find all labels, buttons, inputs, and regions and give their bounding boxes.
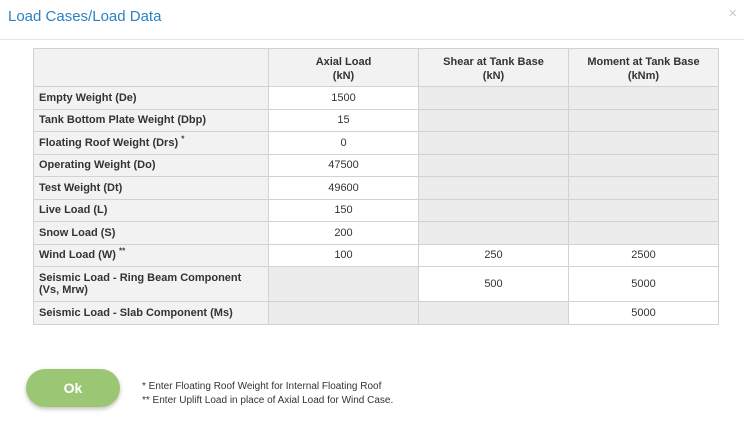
dialog-header — [0, 0, 744, 40]
moment-cell-disabled — [569, 87, 719, 110]
footnotes — [142, 380, 393, 408]
header-axial-load: Axial Load (kN) — [269, 49, 419, 87]
row-label — [34, 244, 269, 267]
axial-value-input[interactable]: 0 — [269, 132, 419, 155]
row-label-text: Empty Weight (De) — [39, 91, 137, 104]
shear-cell-disabled — [419, 109, 569, 132]
row-label — [34, 132, 269, 155]
table-row — [34, 132, 719, 155]
moment-cell-disabled — [569, 132, 719, 155]
moment-value-input[interactable]: 5000 — [569, 267, 719, 302]
axial-value-input[interactable]: 47500 — [269, 154, 419, 177]
header-moment-at-tank-base: Moment at Tank Base (kNm) — [569, 49, 719, 87]
table-row — [34, 109, 719, 132]
shear-value-input[interactable]: 500 — [419, 267, 569, 302]
footnote-floating-roof: * Enter Floating Roof Weight for Internal Floating Roof — [142, 381, 382, 392]
row-label — [34, 267, 269, 302]
moment-cell-disabled — [569, 109, 719, 132]
footnote-uplift-load: ** Enter Uplift Load in place of Axial Load for Wind Case. — [142, 395, 394, 406]
row-label — [34, 154, 269, 177]
axial-value-input[interactable]: 200 — [269, 222, 419, 245]
table-row — [34, 267, 719, 302]
row-label — [34, 177, 269, 200]
row-label-text: Seismic Load - Ring Beam Component (Vs, Mrw) — [39, 272, 242, 296]
row-label-text: Wind Load (W) — [39, 249, 116, 262]
row-label — [34, 109, 269, 132]
footnote-mark: * — [181, 134, 185, 144]
row-label-text: Snow Load (S) — [39, 226, 116, 239]
axial-value-input[interactable]: 49600 — [269, 177, 419, 200]
axial-cell-disabled — [269, 302, 419, 325]
load-data-table — [33, 48, 719, 325]
row-label-text: Test Weight (Dt) — [39, 181, 123, 194]
axial-cell-disabled — [269, 267, 419, 302]
row-label — [34, 87, 269, 110]
moment-cell-disabled — [569, 154, 719, 177]
axial-value-input[interactable]: 15 — [269, 109, 419, 132]
row-label — [34, 199, 269, 222]
table-row — [34, 154, 719, 177]
shear-cell-disabled — [419, 87, 569, 110]
ok-button[interactable]: Ok — [26, 369, 120, 407]
footnote-mark: ** — [118, 246, 126, 256]
shear-value-input[interactable]: 250 — [419, 244, 569, 267]
header-label-column — [34, 49, 269, 87]
moment-value-input[interactable]: 2500 — [569, 244, 719, 267]
shear-cell-disabled — [419, 177, 569, 200]
axial-value-input[interactable]: 100 — [269, 244, 419, 267]
moment-cell-disabled — [569, 177, 719, 200]
shear-cell-disabled — [419, 154, 569, 177]
table-row — [34, 87, 719, 110]
row-label-text: Operating Weight (Do) — [39, 159, 156, 172]
row-label-text: Seismic Load - Slab Component (Ms) — [39, 306, 233, 319]
shear-cell-disabled — [419, 199, 569, 222]
table-row — [34, 302, 719, 325]
table-row — [34, 222, 719, 245]
row-label — [34, 222, 269, 245]
dialog-title: Load Cases/Load Data — [8, 8, 162, 25]
table-row — [34, 177, 719, 200]
row-label-text: Live Load (L) — [39, 204, 108, 217]
table-header-row — [34, 49, 719, 87]
table-row — [34, 244, 719, 267]
row-label-text: Floating Roof Weight (Drs) — [39, 136, 179, 149]
shear-cell-disabled — [419, 222, 569, 245]
table-row — [34, 199, 719, 222]
shear-cell-disabled — [419, 302, 569, 325]
header-shear-at-tank-base: Shear at Tank Base (kN) — [419, 49, 569, 87]
shear-cell-disabled — [419, 132, 569, 155]
moment-value-input[interactable]: 5000 — [569, 302, 719, 325]
row-label-text: Tank Bottom Plate Weight (Dbp) — [39, 114, 207, 127]
moment-cell-disabled — [569, 222, 719, 245]
moment-cell-disabled — [569, 199, 719, 222]
close-icon[interactable]: × — [728, 5, 737, 22]
row-label — [34, 302, 269, 325]
axial-value-input[interactable]: 150 — [269, 199, 419, 222]
axial-value-input[interactable]: 1500 — [269, 87, 419, 110]
